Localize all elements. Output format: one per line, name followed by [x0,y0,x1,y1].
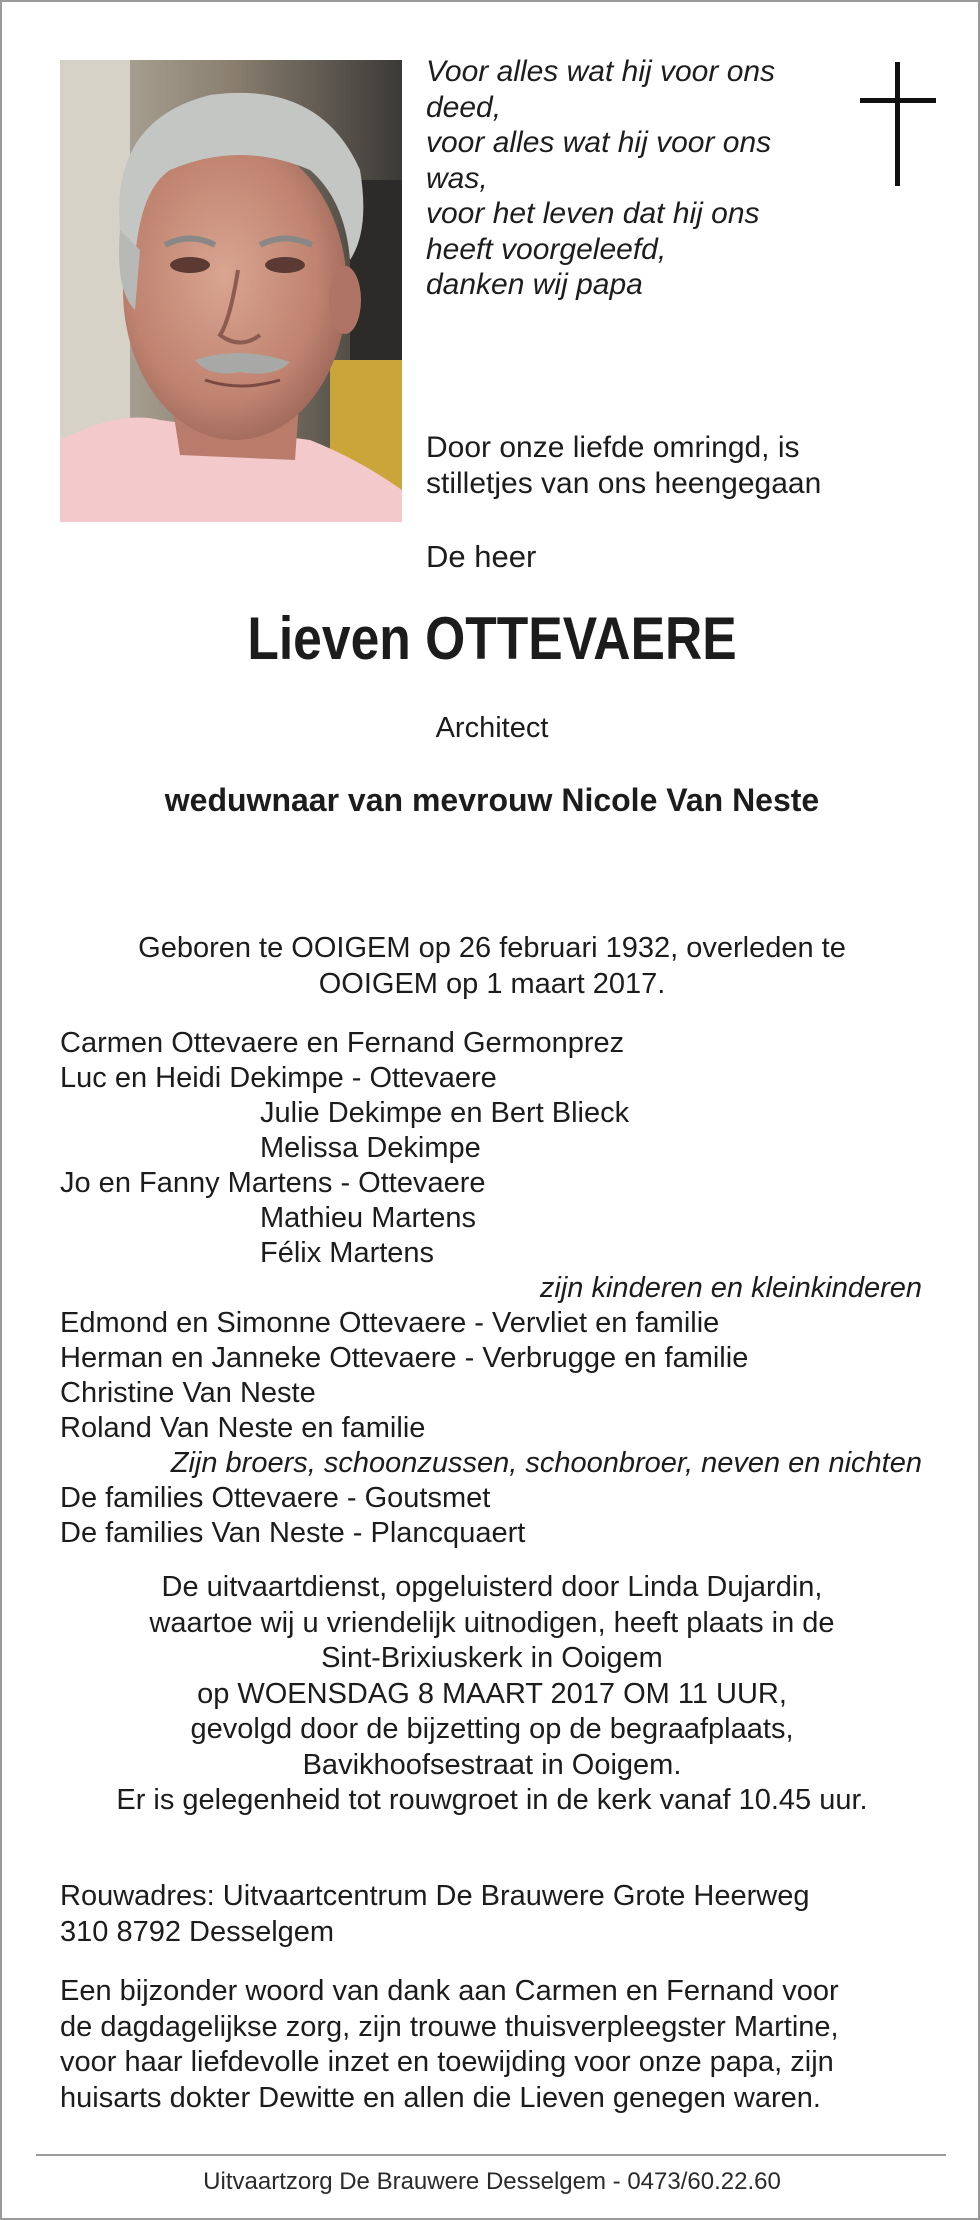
poem-line: danken wij papa [426,268,643,301]
poem-line: deed, [426,90,502,124]
family-member: Jo en Fanny Martens - Ottevaere [60,1167,486,1199]
ceremony-line: gevolgd door de bijzetting op de begraafplaats, [190,1713,794,1745]
family-member: Luc en Heidi Dekimpe - Ottevaere [60,1062,497,1094]
family-member: Edmond en Simonne Ottevaere - Vervliet en familie [60,1307,720,1339]
funeral-home-footer: Uitvaartzorg De Brauwere Desselgem - 0473/60.22.60 [203,2168,781,2195]
family-member: De families Van Neste - Plancquaert [60,1517,526,1549]
thanks-line: de dagdagelijkse zorg, zijn trouwe thuisverpleegster Martine, [60,2010,839,2043]
ceremony-line: De uitvaartdienst, opgeluisterd door Linda Dujardin, [161,1571,823,1603]
address-line: 310 8792 Desselgem [60,1916,335,1948]
family-list [60,1026,922,1551]
family-member: Melissa Dekimpe [260,1132,481,1164]
address-line: Rouwadres: Uitvaartcentrum De Brauwere Grote Heerweg [60,1880,810,1912]
poem-line: voor het leven dat hij ons [426,197,760,230]
footer-divider [36,2154,946,2156]
deceased-name: Lieven OTTEVAERE [247,605,737,672]
birth-death-dates [2,930,980,1002]
family-member: Christine Van Neste [60,1377,316,1409]
family-member: Mathieu Martens [260,1202,476,1234]
family-member: Herman en Janneke Ottevaere - Verbrugge en familie [60,1342,749,1374]
poem-line: voor alles wat hij voor ons [426,126,772,159]
ceremony-line: Sint-Brixiuskerk in Ooigem [321,1642,663,1674]
birth-line: Geboren te OOIGEM op 26 februari 1932, overleden te [138,932,846,964]
ceremony-line: op WOENSDAG 8 MAART 2017 OM 11 UUR, [197,1677,787,1710]
family-member: De families Ottevaere - Goutsmet [60,1482,491,1514]
thanks-text [60,1974,940,2116]
intro-text [426,430,946,502]
poem-line: heeft voorgeleefd, [426,232,667,266]
intro-line: Door onze liefde omringd, is [426,431,800,464]
poem-line: was, [426,161,488,195]
intro-line: stilletjes van ons heengegaan [426,467,822,500]
mourning-address [60,1878,940,1950]
family-member: Félix Martens [260,1237,435,1269]
family-member: Julie Dekimpe en Bert Blieck [260,1097,630,1129]
ceremony-line: Er is gelegenheid tot rouwgroet in de kerk vanaf 10.45 uur. [116,1784,868,1816]
thanks-line: Een bijzonder woord van dank aan Carmen en Fernand voor [60,1975,839,2007]
ceremony-line: waartoe wij u vriendelijk uitnodigen, heeft plaats in de [149,1606,835,1639]
family-member: Roland Van Neste en familie [60,1412,426,1444]
salutation: De heer [426,539,537,574]
ceremony-text [2,1570,980,1819]
family-member: Carmen Ottevaere en Fernand Germonprez [60,1027,625,1059]
profession: Architect [435,712,549,744]
ceremony-line: Bavikhoofsestraat in Ooigem. [302,1748,682,1781]
portrait-photo [60,60,402,522]
birth-line: OOIGEM op 1 maart 2017. [318,968,666,1000]
thanks-line: voor haar liefdevolle inzet en toewijding voor onze papa, zijn [60,2046,834,2078]
relation-label: zijn kinderen en kleinkinderen [539,1272,922,1304]
cross-icon [860,62,936,186]
widower-line: weduwnaar van mevrouw Nicole Van Neste [164,782,820,818]
poem [426,54,826,303]
thanks-line: huisarts dokter Dewitte en allen die Lieven genegen waren. [60,2081,821,2114]
relation-label: Zijn broers, schoonzussen, schoonbroer, neven en nichten [170,1447,922,1479]
poem-line: Voor alles wat hij voor ons [426,55,776,88]
portrait-image [60,60,402,522]
